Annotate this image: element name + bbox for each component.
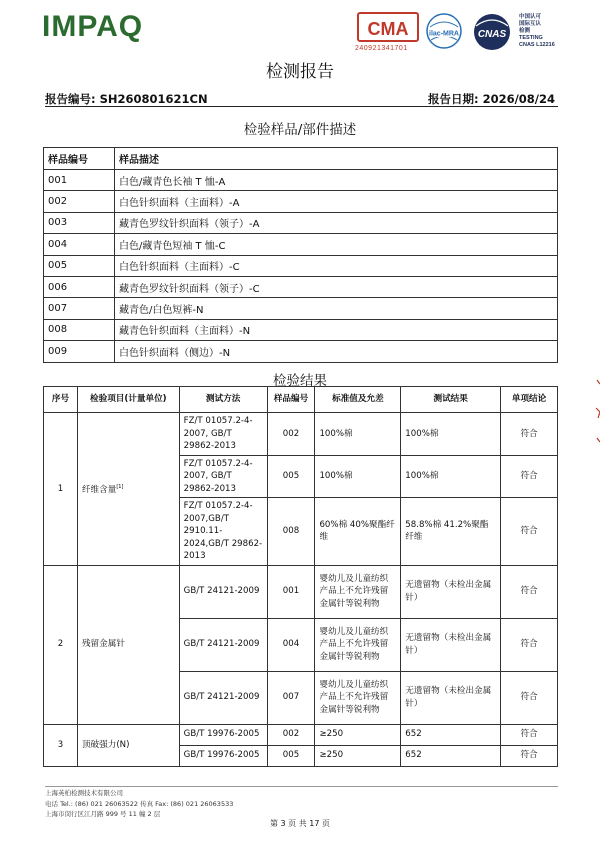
ilac-mra-seal	[424, 12, 464, 54]
table-row: 007 藏青色/白色短裤-N	[44, 298, 558, 319]
results-table	[43, 386, 558, 767]
samples-table	[43, 147, 558, 363]
table-row: FZ/T 01057.2-4-2007,GB/T 2910.11-2024,GB/T 29862-2013 008 60%棉 40%聚酯纤维 58.8%棉 41.2%聚酯纤维 符合	[44, 498, 558, 566]
report-date: 报告日期: 2026/08/24	[427, 92, 555, 106]
cma-mark: CMA	[357, 12, 419, 42]
cma-number: 240921341701	[355, 45, 408, 52]
table-row: 006 藏青色罗纹针织面料（领子）-C	[44, 276, 558, 297]
page-number: 第 3 页 共 17 页	[270, 819, 330, 828]
results-table-header: 序号 检验项目(计量单位) 测试方法 样品编号 标准值及允差 测试结果 单项结论	[44, 387, 558, 413]
cnas-label: CNAS	[477, 29, 507, 40]
cnas-accreditation-text: 中国认可 国际互认 检测 TESTING CNAS L12216	[519, 14, 555, 48]
header-sample-desc: 样品描述	[115, 148, 558, 170]
table-row: FZ/T 01057.2-4-2007, GB/T 29862-2013 005 100%棉 100%棉 符合	[44, 455, 558, 498]
footer-divider	[45, 786, 558, 787]
ilac-label: ilac-MRA	[429, 30, 459, 38]
table-row: 009 白色针织面料（侧边）-N	[44, 341, 558, 362]
report-number: 报告编号: SH260801621CN	[45, 92, 208, 106]
header-sample-no: 样品编号	[44, 148, 115, 170]
table-row: 002 白色针织面料（主面料）-A	[44, 191, 558, 212]
table-row: GB/T 24121-2009 007 婴幼儿及儿童纺织产品上不允许残留金属针等锐利物 无遗留物（未检出金属针） 符合	[44, 671, 558, 724]
samples-table-header	[44, 148, 558, 170]
table-row: GB/T 24121-2009 004 婴幼儿及儿童纺织产品上不允许残留金属针等锐利物 无遗留物（未检出金属针） 符合	[44, 618, 558, 671]
header-divider	[45, 106, 558, 107]
table-row: 001 白色/藏青色长袖 T 恤-A	[44, 170, 558, 191]
seal-edge-mark	[592, 378, 600, 468]
results-section-title: 检验结果	[273, 373, 327, 389]
table-row: 005 白色针织面料（主面料）-C	[44, 255, 558, 276]
footer	[45, 788, 233, 820]
table-row: 004 白色/藏青色短袖 T 恤-C	[44, 234, 558, 255]
table-row: 2 残留金属针 GB/T 24121-2009 001 婴幼儿及儿童纺织产品上不允许残留金属针等锐利物 无遗留物（未检出金属针） 符合	[44, 565, 558, 618]
company-logo: IMPAQ	[42, 10, 144, 43]
table-row: 003 藏青色罗纹针织面料（领子）-A	[44, 212, 558, 233]
footer-address: 上海市闵行区江月路 999 号 11 幢 2 层	[45, 810, 161, 818]
cnas-seal	[468, 12, 516, 54]
samples-section-title: 检验样品/部件描述	[243, 122, 357, 138]
footer-company: 上海英柏检测技术有限公司	[45, 789, 123, 797]
document-title: 检测报告	[266, 62, 334, 82]
table-row: 3 顶破强力(N) GB/T 19976-2005 002 ≥250 652 符合	[44, 724, 558, 745]
table-row: 008 藏青色针织面料（主面料）-N	[44, 319, 558, 340]
footer-contact: 电话 Tel.: (86) 021 26063522 传真 Fax: (86) 021 26063533	[45, 799, 234, 808]
table-row: GB/T 19976-2005 005 ≥250 652 符合	[44, 745, 558, 766]
table-row: 1 纤维含量[1] FZ/T 01057.2-4-2007, GB/T 29862-2013 002 100%棉 100%棉 符合	[44, 413, 558, 456]
cma-seal	[357, 12, 419, 54]
